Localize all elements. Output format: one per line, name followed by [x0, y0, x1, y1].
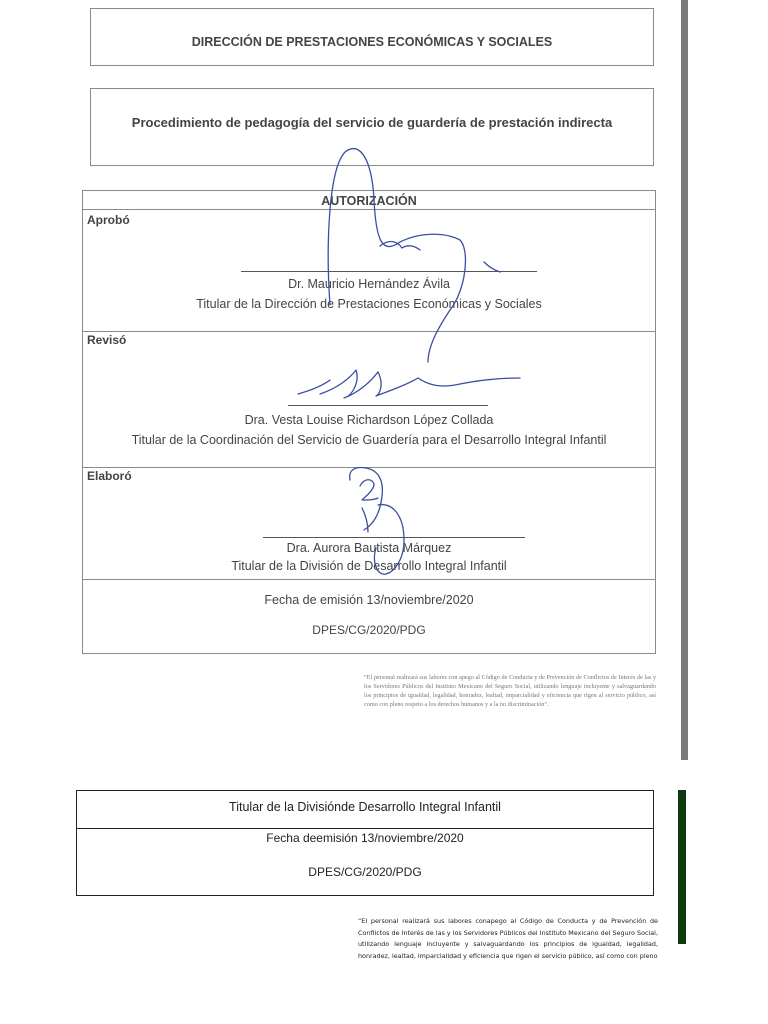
- signer-name-prepared: Dra. Aurora Bautista Márquez: [286, 541, 452, 555]
- department-title: DIRECCIÓN DE PRESTACIONES ECONÓMICAS Y SOCIALES: [191, 35, 553, 49]
- procedure-title: Procedimiento de pedagogía del servicio de guardería de prestación indirecta: [131, 115, 613, 130]
- signature-line-approved: [241, 271, 537, 272]
- overlay-ethics-footnote: “El personal realizará sus labores conapego al Código de Conducta y de Prevención de Conflictos de Interés de las y los Servidores Públicos del Instituto Mexicano del Seguro Social, utilizando lenguaje incluyente y salvaguardando los principios de igualdad, legalidad, honradez, lealtad, imparcialidad y eficiencia que rigen el servicio público, así como con pleno: [358, 917, 658, 960]
- overlay-divider: [77, 828, 653, 829]
- section-divider: [83, 467, 655, 468]
- section-label-approved: Aprobó: [87, 213, 130, 227]
- overlay-table: [76, 790, 654, 896]
- section-label-prepared: Elaboró: [87, 469, 132, 483]
- overlay-code: DPES/CG/2020/PDG: [308, 865, 422, 879]
- department-header-box: [90, 8, 654, 66]
- signer-name-reviewed: Dra. Vesta Louise Richardson López Collada: [244, 413, 494, 427]
- signer-role-approved: Titular de la Dirección de Prestaciones Económicas y Sociales: [196, 297, 542, 311]
- signature-line-reviewed: [288, 405, 488, 406]
- procedure-box: [90, 88, 654, 166]
- section-divider: [83, 331, 655, 332]
- scan-edge-shadow: [681, 0, 688, 760]
- issue-date: Fecha de emisión 13/noviembre/2020: [264, 593, 474, 607]
- title-divider: [83, 209, 655, 210]
- signer-role-reviewed: Titular de la Coordinación del Servicio de Guardería para el Desarrollo Integral Infantil: [131, 433, 607, 447]
- authorization-title: AUTORIZACIÓN: [321, 194, 417, 208]
- document-code: DPES/CG/2020/PDG: [312, 623, 426, 637]
- overlay-issue-date: Fecha deemisión 13/noviembre/2020: [266, 831, 464, 845]
- signer-role-prepared: Titular de la División de Desarrollo Integral Infantil: [231, 559, 507, 573]
- signature-line-prepared: [263, 537, 525, 538]
- overlay-role: Titular de la Divisiónde Desarrollo Integral Infantil: [229, 800, 501, 814]
- ethics-footnote-scanned: “El personal realizará sus labores con apego al Código de Conducta y de Prevención de Conflictos de Interés de las y los Servidores Públicos del Instituto Mexicano del Seguro Social, utilizando lenguaje incluyente y salvaguardando los principios de igualdad, legalidad, honradez, lealtad, imparcialidad y eficiencia que rigen al servicio público, así como con pleno respeto a los derechos humanos y a la no discriminación”.: [364, 674, 656, 708]
- section-divider: [83, 579, 655, 580]
- overlay-edge-bar: [678, 790, 686, 944]
- section-label-reviewed: Revisó: [87, 333, 127, 347]
- authorization-table: [82, 190, 656, 654]
- signer-name-approved: Dr. Mauricio Hernández Ávila: [288, 277, 450, 291]
